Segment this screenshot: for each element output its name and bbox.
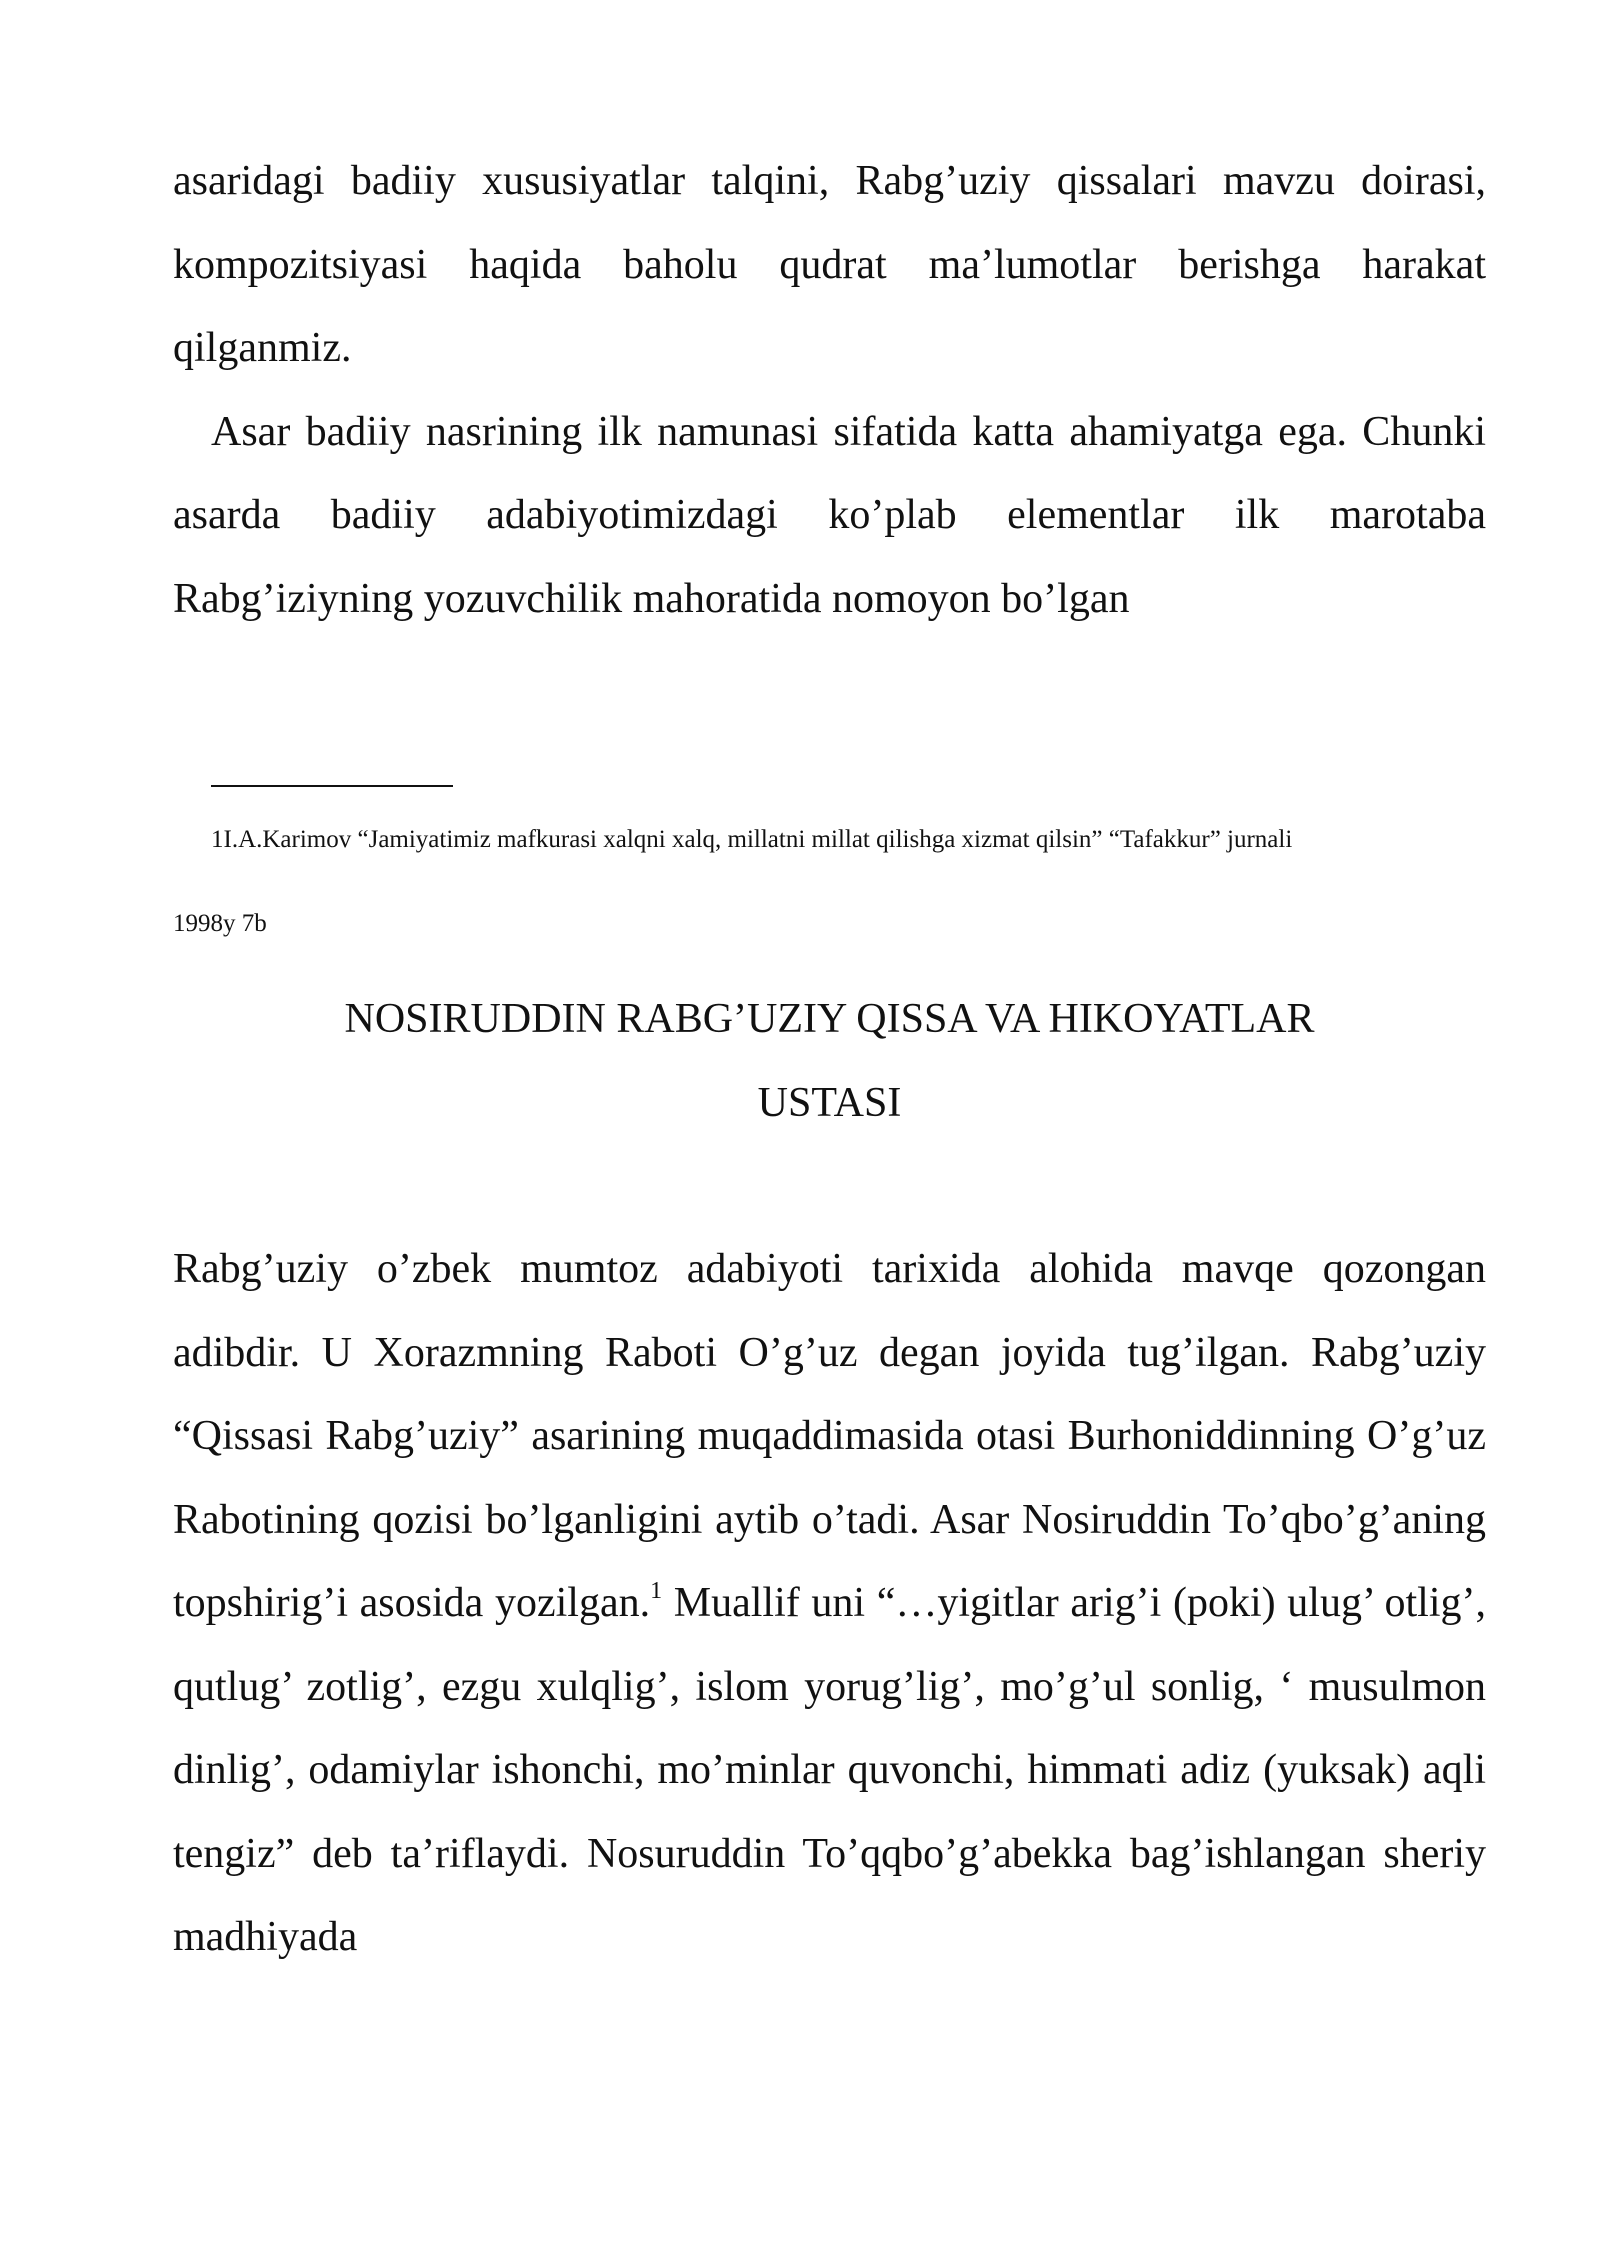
main-paragraph-text: Rabg’uziy o’zbek mumtoz adabiyoti tarixida alohida mavqe qozongan adibdir. U Xorazmning Raboti O’g’uz degan joyida tug’ilgan. Rabg’uziy “Qissasi Rabg’uziy” asarining muqaddimasida otasi Burhoniddinning O’g’uz Rabotining qozisi bo’lganligini aytib o’tadi. Asar Nosiruddin To’qbo’g’aning topshirig’i asosida yozilgan. (173, 1246, 1486, 1626)
section-heading-line-2: USTASI (757, 1079, 902, 1126)
main-paragraph-text-continued: Muallif uni “…yigitlar arig’i (poki) ulug’ otlig’, qutlug’ zotlig’, ezgu xulqlig’, islom yorug’lig’, mo’g’ul sonlig, ‘ musulmon dinlig’, odamiylar ishonchi, mo’minlar quvonchi, himmati adiz (yuksak) aqli tengiz” deb ta’riflaydi. Nosuruddin To’qqbo’g’abekka bag’ishlangan sheriy madhiyada (173, 1580, 1486, 1960)
main-text-block (173, 1228, 1486, 1980)
top-text-block (173, 140, 1486, 641)
footnote-text-continued: 1998y 7b (173, 910, 267, 937)
section-heading-line-1: NOSIRUDDIN RABG’UZIY QISSA VA HIKOYATLAR (344, 996, 1315, 1042)
footnote-separator (211, 785, 453, 787)
footnote-text: 1I.A.Karimov “Jamiyatimiz mafkurasi xalqni xalq, millatni millat qilishga xizmat qilsin” “Tafakkur” jurnali (211, 826, 1293, 853)
main-paragraph (173, 1228, 1486, 1980)
footnote-reference[interactable]: 1 (650, 1578, 663, 1604)
top-paragraph-1: asaridagi badiiy xususiyatlar talqini, Rabg’uziy qissalari mavzu doirasi, kompozitsiyasi haqida baholu qudrat ma’lumotlar berishga harakat qilganmiz. (173, 158, 1486, 371)
top-paragraph-2: Asar badiiy nasrining ilk namunasi sifatida katta ahamiyatga ega. Chunki asarda badiiy adabiyotimizdagi ko’plab elementlar ilk marotaba Rabg’iziyning yozuvchilik mahoratida nomoyon bo’lgan (173, 408, 1486, 622)
section-heading (173, 978, 1486, 1145)
